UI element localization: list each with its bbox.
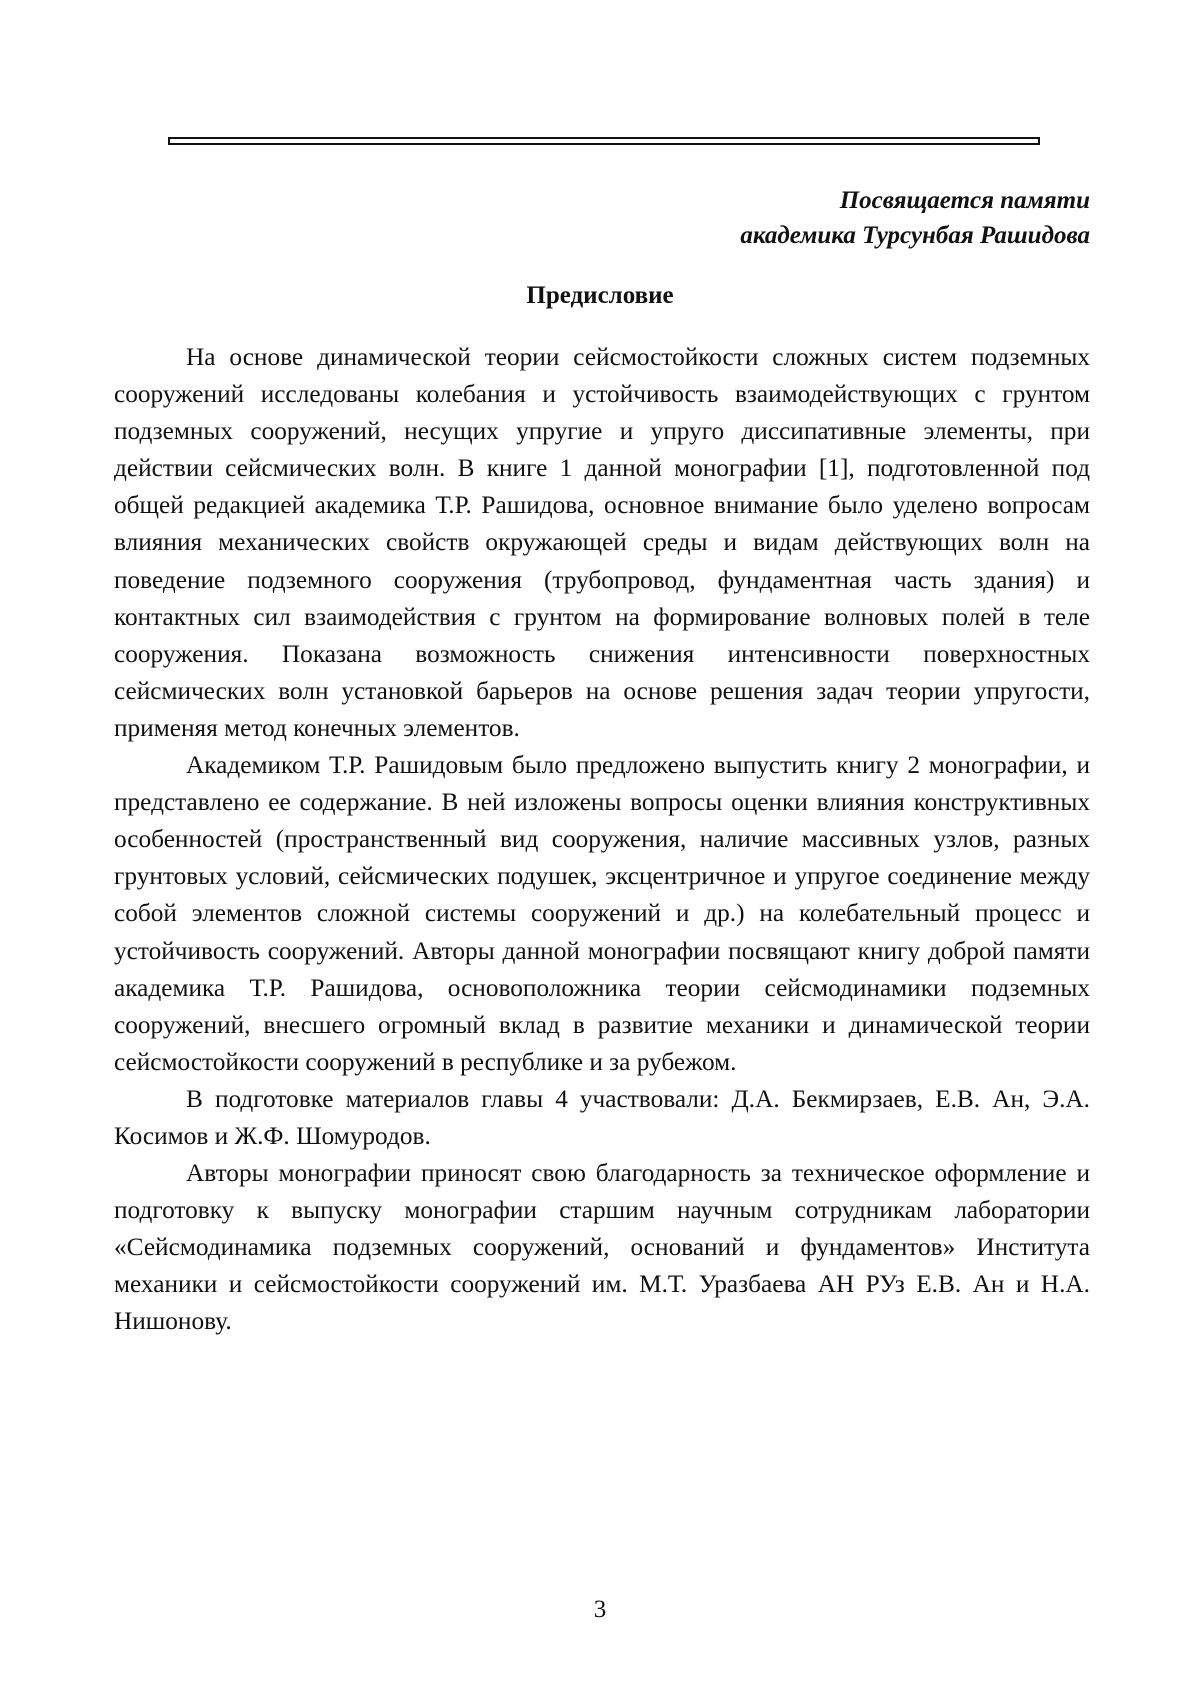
dedication-line-2: академика Турсунбая Рашидова	[740, 222, 1090, 249]
body-text	[114, 339, 1090, 1341]
dedication	[740, 183, 1090, 253]
header-rule	[168, 137, 1040, 145]
paragraph-4: Авторы монографии приносят свою благодарность за техническое оформление и подготовку к выпуску монографии старшим научным сотрудникам лаборатории «Сейсмодинамика подземных сооружений, оснований и фундаментов» Института механики и сейсмостойкости сооружений им. М.Т. Уразбаева АН РУз Е.В. Ан и Н.А. Нишонову.	[114, 1159, 1090, 1336]
section-heading: Предисловие	[526, 282, 674, 309]
paragraph-2: Академиком Т.Р. Рашидовым было предложено выпустить книгу 2 монографии, и представлено ее содержание. В ней изложены вопросы оценки влияния конструктивных особенностей (пространственный вид сооружения, наличие массивных узлов, разных грунтовых условий, сейсмических подушек, эксцентричное и упругое соединение между собой элементов сложной системы сооружений и др.) на колебательный процесс и устойчивость сооружений. Авторы данной монографии посвящают книгу доброй памяти академика Т.Р. Рашидова, основоположника теории сейсмодинамики подземных сооружений, внесшего огромный вклад в развитие механики и динамической теории сейсмостойкости сооружений в республике и за рубежом.	[114, 751, 1090, 1076]
dedication-line-1: Посвящается памяти	[839, 187, 1090, 214]
paragraph-3: В подготовке материалов главы 4 участвовали: Д.А. Бекмирзаев, Е.В. Ан, Э.А. Косимов и Ж.Ф. Шомуродов.	[114, 1084, 1090, 1150]
paragraph-1: На основе динамической теории сейсмостойкости сложных систем подземных сооружений исследованы колебания и устойчивость взаимодействующих с грунтом подземных сооружений, несущих упругие и упруго диссипативные элементы, при действии сейсмических волн. В книге 1 данной монографии [1], подготовленной под общей редакцией академика Т.Р. Рашидова, основное внимание было уделено вопросам влияния механических свойств окружающей среды и видам действующих волн на поведение подземного сооружения (трубопровод, фундаментная часть здания) и контактных сил взаимодействия с грунтом на формирование волновых полей в теле сооружения. Показана возможность снижения интенсивности поверхностных сейсмических волн установкой барьеров на основе решения задач теории упругости, применяя метод конечных элементов.	[114, 343, 1090, 742]
page-number: 3	[593, 1596, 607, 1623]
